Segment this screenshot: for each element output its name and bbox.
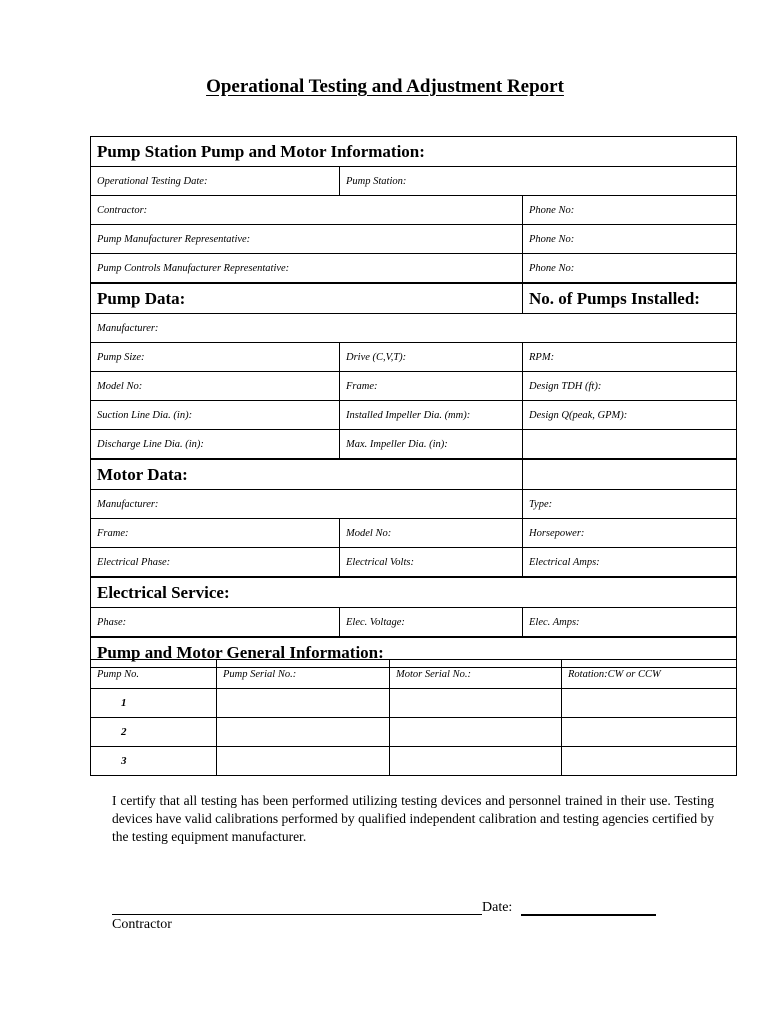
elec-phase-field[interactable]: Phase:: [91, 608, 340, 638]
elec-voltage-field[interactable]: Elec. Voltage:: [340, 608, 523, 638]
motor-serial-cell[interactable]: [390, 718, 562, 747]
discharge-line-field[interactable]: Discharge Line Dia. (in):: [91, 430, 340, 460]
electrical-heading: Electrical Service:: [91, 577, 737, 608]
contractor-field[interactable]: Contractor:: [91, 196, 523, 225]
impeller-dia-field[interactable]: Installed Impeller Dia. (mm):: [340, 401, 523, 430]
controls-mfr-rep-field[interactable]: Pump Controls Manufacturer Representative:: [91, 254, 523, 284]
motor-data-header-row: [91, 459, 737, 490]
pump-motor-table: [90, 659, 737, 776]
col-motor-serial: Motor Serial No.:: [390, 660, 562, 689]
pump-station-header-row: [91, 137, 737, 167]
pump-number: 3: [91, 747, 217, 776]
op-testing-date-field[interactable]: Operational Testing Date:: [91, 167, 340, 196]
motor-serial-cell[interactable]: [390, 747, 562, 776]
max-impeller-field[interactable]: Max. Impeller Dia. (in):: [340, 430, 523, 460]
horsepower-field[interactable]: Horsepower:: [523, 519, 737, 548]
empty-cell[interactable]: [523, 459, 737, 490]
pump-mfr-phone-field[interactable]: Phone No:: [523, 225, 737, 254]
general-heading: Pump and Motor General Information:: [91, 637, 737, 668]
pump-station-field[interactable]: Pump Station:: [340, 167, 737, 196]
drive-field[interactable]: Drive (C,V,T):: [340, 343, 523, 372]
pump-model-field[interactable]: Model No:: [91, 372, 340, 401]
pump-frame-field[interactable]: Frame:: [340, 372, 523, 401]
table-row: [91, 718, 737, 747]
certification-statement: I certify that all testing has been performed utilizing testing devices and personnel trained in their use. Testing devices have valid calibrations performed by qualified independent calibration and testing agencies certified by the testing equipment manufacturer.: [112, 793, 714, 844]
pump-serial-cell[interactable]: [217, 747, 390, 776]
motor-phase-field[interactable]: Electrical Phase:: [91, 548, 340, 578]
pump-serial-cell[interactable]: [217, 689, 390, 718]
controls-mfr-phone-field[interactable]: Phone No:: [523, 254, 737, 284]
signature-line[interactable]: [112, 914, 482, 915]
col-pump-no: Pump No.: [91, 660, 217, 689]
pump-data-heading: Pump Data:: [91, 283, 523, 314]
info-form-table: [90, 136, 737, 668]
suction-line-field[interactable]: Suction Line Dia. (in):: [91, 401, 340, 430]
design-tdh-field[interactable]: Design TDH (ft):: [523, 372, 737, 401]
table-row: [91, 689, 737, 718]
rpm-field[interactable]: RPM:: [523, 343, 737, 372]
motor-model-field[interactable]: Model No:: [340, 519, 523, 548]
pump-number: 2: [91, 718, 217, 747]
pump-data-header-row: [91, 283, 737, 314]
motor-amps-field[interactable]: Electrical Amps:: [523, 548, 737, 578]
col-pump-serial: Pump Serial No.:: [217, 660, 390, 689]
pump-manufacturer-field[interactable]: Manufacturer:: [91, 314, 737, 343]
rotation-cell[interactable]: [562, 689, 737, 718]
date-line[interactable]: [521, 914, 656, 916]
table-row: [91, 747, 737, 776]
num-pumps-field[interactable]: No. of Pumps Installed:: [523, 283, 737, 314]
report-title: [0, 76, 770, 98]
contractor-phone-field[interactable]: Phone No:: [523, 196, 737, 225]
motor-serial-cell[interactable]: [390, 689, 562, 718]
col-rotation: Rotation:CW or CCW: [562, 660, 737, 689]
rotation-cell[interactable]: [562, 718, 737, 747]
pump-station-heading: Pump Station Pump and Motor Information:: [91, 137, 737, 167]
pump-serial-cell[interactable]: [217, 718, 390, 747]
rotation-cell[interactable]: [562, 747, 737, 776]
report-title-text: Operational Testing and Adjustment Report: [206, 76, 564, 97]
contractor-signature-label: Contractor: [112, 917, 172, 932]
pump-size-field[interactable]: Pump Size:: [91, 343, 340, 372]
empty-cell[interactable]: [523, 430, 737, 460]
motor-manufacturer-field[interactable]: Manufacturer:: [91, 490, 523, 519]
motor-frame-field[interactable]: Frame:: [91, 519, 340, 548]
electrical-header-row: [91, 577, 737, 608]
design-q-field[interactable]: Design Q(peak, GPM):: [523, 401, 737, 430]
elec-amps-field[interactable]: Elec. Amps:: [523, 608, 737, 638]
pump-number: 1: [91, 689, 217, 718]
pump-motor-header-row: [91, 660, 737, 689]
motor-data-heading: Motor Data:: [91, 459, 523, 490]
motor-type-field[interactable]: Type:: [523, 490, 737, 519]
motor-volts-field[interactable]: Electrical Volts:: [340, 548, 523, 578]
pump-mfr-rep-field[interactable]: Pump Manufacturer Representative:: [91, 225, 523, 254]
date-label: Date:: [482, 900, 513, 915]
